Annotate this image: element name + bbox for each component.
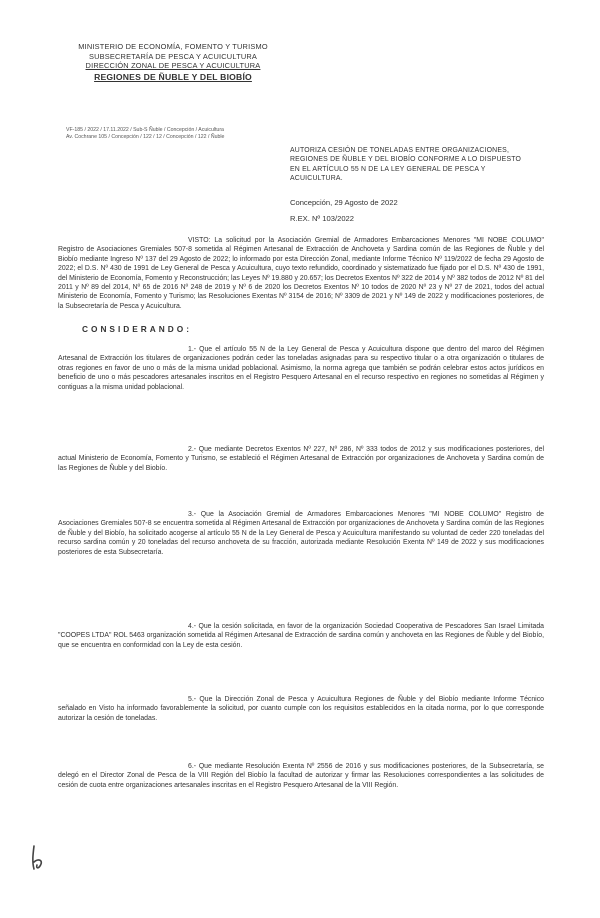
considerando-3 [58,510,544,557]
reference-line-1: VF-185 / 2022 / 17.11.2022 / Sub-S Ñuble / Concepción / Acuicultura [66,127,224,133]
considerando-5 [58,695,544,723]
visto-text: La solicitud por la Asociación Gremial de Armadores Embarcaciones Menores "MI NOBE COLUMO" Registro de Asociaciones Gremiales 507-8 sometida al Régimen Artesanal de Extracción de Anchoveta y Sardina común de las Regiones de Ñuble y del Biobío mediante Ingreso Nº 137 del 29 Agosto de 2022; lo informado por esta Dirección Zonal, mediante Informe Técnico Nº 119/2022 de fecha 29 Agosto de 2022; el D.S. Nº 430 de 1991 de Ley General de Pesca y Acuicultura, cuyo texto refundido, coordinado y sistematizado fue fijado por el D.S. Nº 430 de 1991, del Ministerio de Economía, Fomento y Reconstrucción; las Leyes Nº 19.880 y 20.657; los Decretos Exentos Nº 322 de 2014 y Nº 382 todos de 2012 Nº 81 del 2011 y Nº 89 del 2014, Nº 65 de 2016 Nº 248 de 2019 y Nº 6 de 2020 los Decretos Exentos Nº 10 todos de 2020 Nº 23 y Nº 27 de 2021, todos del actual Ministerio de Economía, Fomento y Turismo; las Resoluciones Exentas Nº 3154 de 2016; Nº 3309 de 2021 y Nº 149 de 2022 y modificaciones posteriores, de la Subsecretaría de Pesca y Acuicultura. [58,237,544,310]
considerando-1 [58,345,544,392]
considerando-4 [58,622,544,650]
considerando-6 [58,762,544,790]
considerando-3-text: 3.- Que la Asociación Gremial de Armadores Embarcaciones Menores "MI NOBE COLUMO" Registro de Asociaciones Gremiales 507-8 se encuentra sometida al Régimen Artesanal de Extracción por organizaciones de Anchoveta y Sardina común de las Regiones de Ñuble y del Biobío, ha solicitado acogerse al artículo 55 N de la Ley General de Pesca y Acuicultura manifestando su voluntad de ceder 220 toneladas del recurso sardina común y 20 toneladas del recurso anchoveta de su fracción, autorizada mediante Resolución Exenta Nº 149 de 2022 y sus modificaciones posteriores de esta Subsecretaría. [58,511,544,556]
letterhead [58,42,288,82]
considerando-6-text: 6.- Que mediante Resolución Exenta Nº 2556 de 2016 y sus modificaciones posteriores, de la Subsecretaría, se delegó en el Director Zonal de Pesca de la VIII Región del Biobío la facultad de autorizar y firmar las Resoluciones correspondientes a las solicitudes de cesión de cuota entre organizaciones artesanales inscritas en el Registro Pesquero Artesanal de la VIII Región. [58,763,544,789]
reference-lines [66,127,296,141]
visto-label: VISTO: [188,237,211,244]
considerando-1-text: 1.- Que el artículo 55 N de la Ley General de Pesca y Acuicultura dispone que dentro del marco del Régimen Artesanal de Extracción los titulares de organizaciones podrán ceder las toneladas asignadas para su respectivo titular o a otra organización o titulares de otras regiones en favor de uno o más de la misma unidad poblacional. Asimismo, la norma agrega que también se podrán celebrar estos actos jurídicos en beneficio de uno o más pescadores artesanales inscritos en el Registro Pesquero Artesanal en el recurso respectivo en regiones no sometidas al Régimen y contiguas a la misma unidad poblacional. [58,346,544,391]
directorate-name: DIRECCIÓN ZONAL DE PESCA Y ACUICULTURA [85,61,261,71]
handwritten-initial-mark [28,842,50,872]
regions-name: REGIONES DE ÑUBLE Y DEL BIOBÍO [94,71,252,82]
considerando-2 [58,445,544,473]
considerando-4-text: 4.- Que la cesión solicitada, en favor de la organización Sociedad Cooperativa de Pescadores San Israel Limitada "COOPES LTDA" ROL 5463 organización sometida al Régimen Artesanal de Extracción de sardina común y anchoveta en las Regiones de Ñuble y del Biobío, que se encuentra en conformidad con la Ley de esta cesión. [58,623,544,649]
visto-paragraph [58,236,544,311]
ministry-name: MINISTERIO DE ECONOMÍA, FOMENTO Y TURISMO [78,42,268,51]
resolution-number: R.EX. Nº 103/2022 [290,214,354,223]
document-date: Concepción, 29 Agosto de 2022 [290,198,398,207]
subsecretariat-name: SUBSECRETARÍA DE PESCA Y ACUICULTURA [88,51,258,61]
reference-line-2: Av. Cochrane 105 / Concepción / 122 / 12 / Concepción / 122 / Ñuble [66,133,225,140]
considerando-2-text: 2.- Que mediante Decretos Exentos Nº 227, Nº 286, Nº 333 todos de 2012 y sus modificaciones posteriores, del actual Ministerio de Economía, Fomento y Turismo, se estableció el Régimen Artesanal de Extracción por organizaciones de Anchoveta y Sardina común de las Regiones de Ñuble y del Biobío. [58,446,544,472]
subject-block: AUTORIZA CESIÓN DE TONELADAS ENTRE ORGANIZACIONES, REGIONES DE ÑUBLE Y DEL BIOBÍO CONFORME A LO DISPUESTO EN EL ARTÍCULO 55 N DE LA LEY GENERAL DE PESCA Y ACUICULTURA. [290,147,522,183]
considerando-heading: CONSIDERANDO: [82,324,192,334]
considerando-5-text: 5.- Que la Dirección Zonal de Pesca y Acuicultura Regiones de Ñuble y del Biobío mediante Informe Técnico señalado en Visto ha informado favorablemente la solicitud, por cuanto cumple con los requisitos establecidos en la citada norma, por lo que corresponde autorizar la cesión de toneladas. [58,696,544,722]
